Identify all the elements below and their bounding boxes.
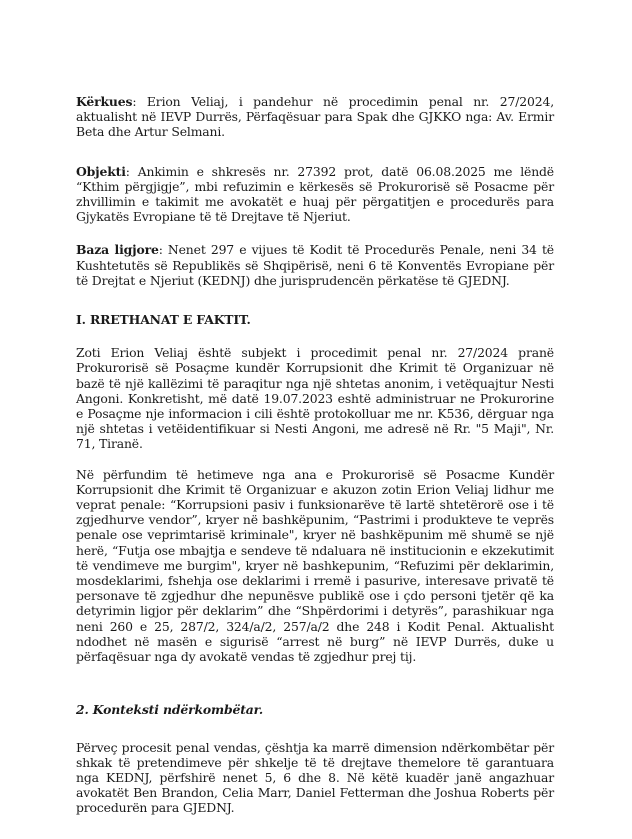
kerkues-text: : Erion Veliaj, i pandehur në procedimin penal nr. 27/2024, aktualisht në IEVP Durrës, Përfaqësuar para Spak dhe GJKKO nga: Av. Ermir Beta dhe Artur Selmani.: [76, 94, 554, 140]
objekti-paragraph: [76, 164, 554, 225]
section-1-paragraph-2: Në përfundim të hetimeve nga ana e Prokurorisë së Posacme Kundër Korrupsionit dhe Krimit të Organizuar e akuzon zotin Erion Veliaj lidhur me veprat penale: “Korrupsioni pasiv i funksionarëve të lartë shtetërorë ose i të zgjedhurve vendor”, kryer në bashkëpunim, “Pastrimi i produkteve te veprës penale ose veprimtarisë kriminale", kryer në bashkëpunim më shumë se një herë, “Futja ose mbajtja e sendeve të ndaluara në institucionin e ekzekutimit të vendimeve me burgim", kryer në bashkepunim, “Refuzimi për deklarimin, mosdeklarimi, fshehja ose deklarimi i rremë i pasurive, interesave privatë të personave të zgjedhur dhe nepunësve publikë ose i çdo personi tjetër që ka detyrimin ligjor për deklarim” dhe “Shpërdorimi i detyrës”, parashikuar nga neni 260 e 25, 287/2, 324/a/2, 257/a/2 dhe 248 i Kodit Penal. Aktualisht ndodhet në masën e sigurisë “arrest në burg” në IEVP Durrës, duke u përfaqësuar nga dy avokatë vendas të zgjedhur prej tij.: [76, 466, 554, 665]
baza-ligjore-label: Baza ligjore: [76, 242, 159, 258]
baza-ligjore-paragraph: [76, 242, 554, 288]
section-2-paragraph-1: Përveç procesit penal vendas, çështja ka marrë dimension ndërkombëtar për shkak të pretendimeve për shkelje të të drejtave themelore të garantuara nga KEDNJ, përfshirë nenet 5, 6 dhe 8. Në këtë kuadër janë angazhuar avokatët Ben Brandon, Celia Marr, Daniel Fetterman dhe Joshua Roberts për procedurën para GJEDNJ.: [76, 739, 554, 816]
section-1-paragraph-1: Zoti Erion Veliaj është subjekt i procedimit penal nr. 27/2024 pranë Prokurorisë së Posaçme kundër Korrupsionit dhe Krimit të Organizuar në bazë të një kallëzimi të paraqitur nga një shtetas anonim, i vetëquajtur Nesti Angoni. Konkretisht, më datë 19.07.2023 eshtë administruar ne Prokurorine e Posaçme nje informacion i cili është protokolluar me nr. K536, dërguar nga një shtetas i vetëidentifikuar si Nesti Angoni, me adresë në Rr. "5 Maji", Nr. 71, Tiranë.: [76, 345, 554, 452]
section-2-heading: 2. Konteksti ndërkombëtar.: [76, 702, 264, 718]
kerkues-label: Kërkues: [76, 94, 133, 109]
kerkues-paragraph: [76, 94, 554, 140]
objekti-text: : Ankimin e shkresës nr. 27392 prot, datë 06.08.2025 me lëndë “Kthim përgjigje”, mbi refuzimin e kërkesës së Prokurorisë së Posacme për zhvillimin e takimit me avokatët e huaj për përgatitjen e procedurës para Gjykatës Evropiane të të Drejtave të Njeriut.: [76, 163, 554, 225]
document-page: [76, 94, 554, 816]
section-1-heading: I. RRETHANAT E FAKTIT.: [76, 312, 251, 328]
baza-ligjore-text: : Nenet 297 e vijues të Kodit të Procedurës Penale, neni 34 të Kushtetutës së Republikës së Shqipërisë, neni 6 të Konventës Evropiane për të Drejtat e Njeriut (KEDNJ) dhe jurisprudencën përkatëse të GJEDNJ.: [76, 242, 554, 288]
objekti-label: Objekti: [76, 163, 126, 179]
